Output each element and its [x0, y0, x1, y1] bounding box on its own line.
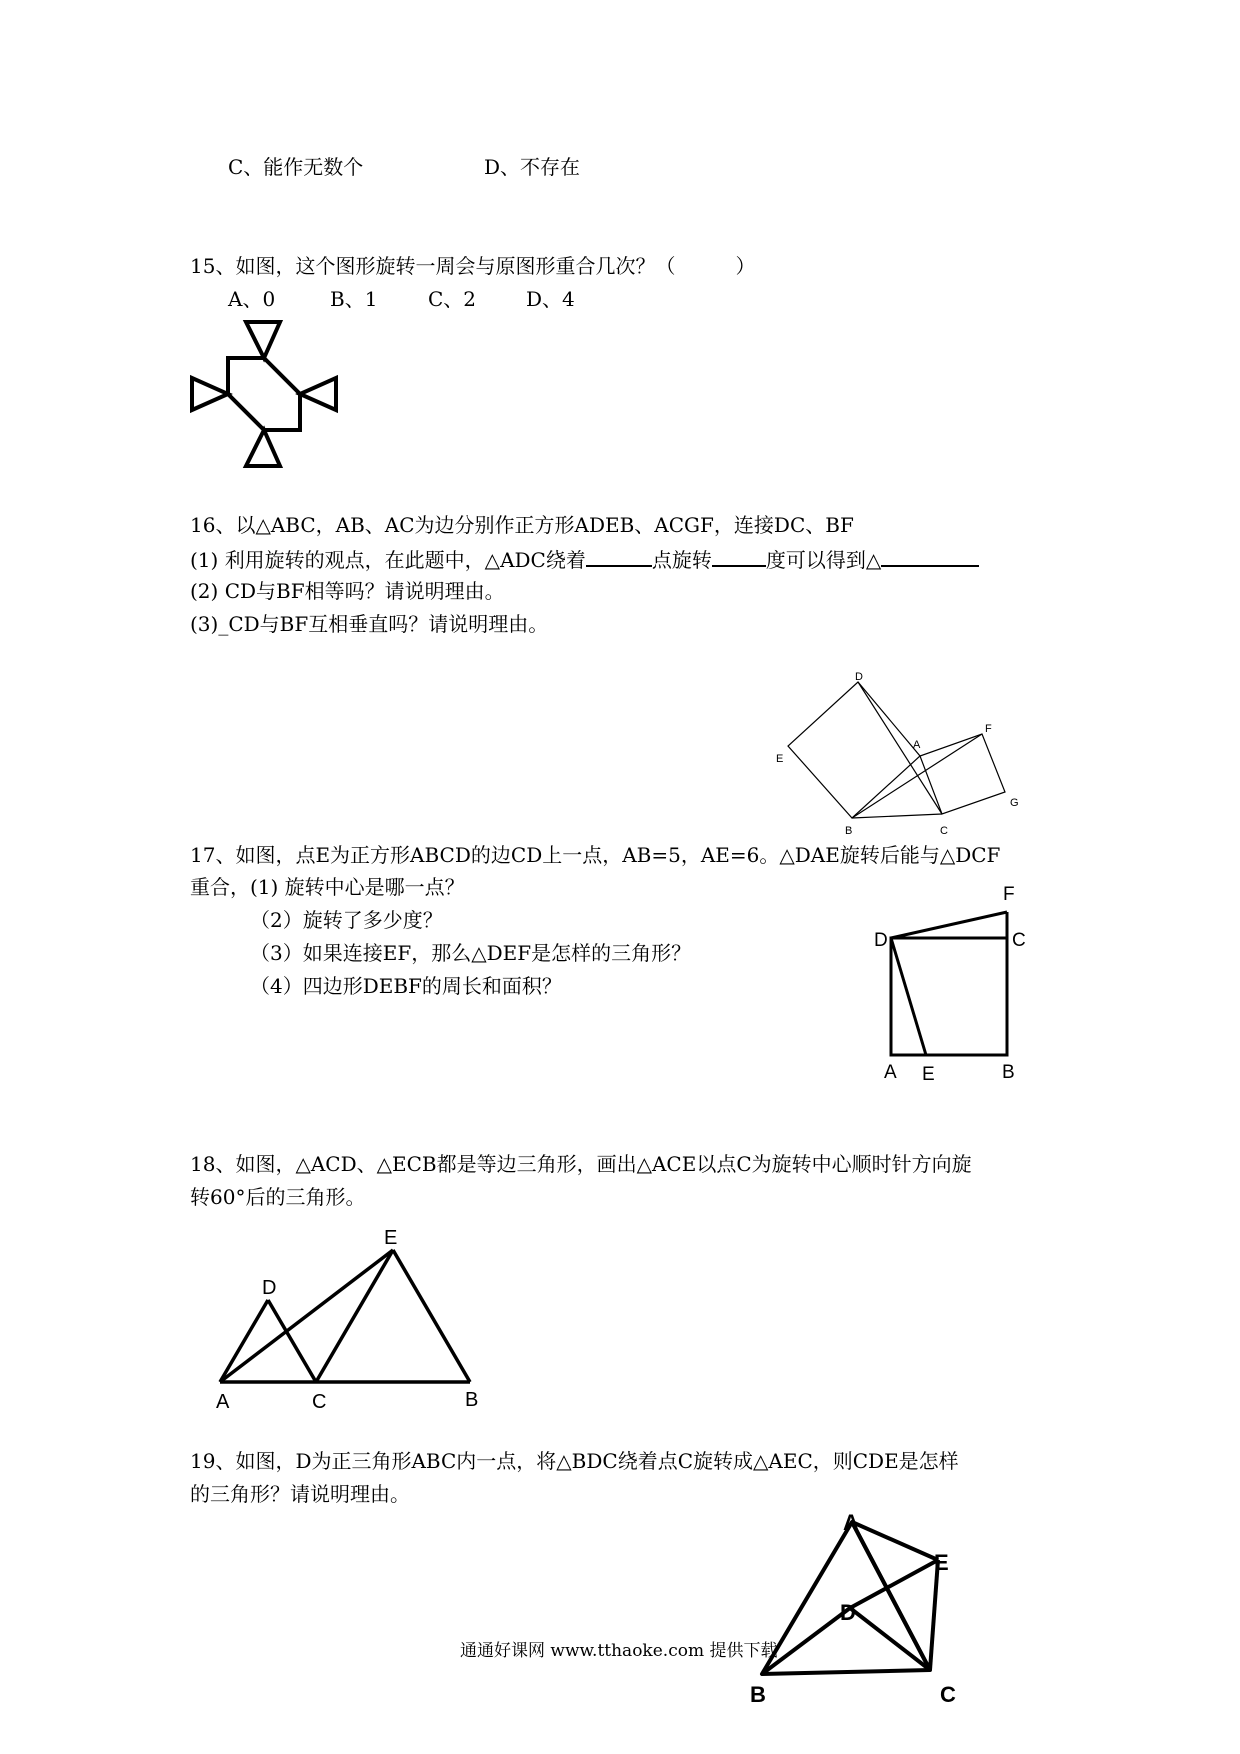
q15-option-b: B、1: [330, 287, 378, 311]
q17-label-e: E: [922, 1064, 935, 1085]
q19-segment-ae: [852, 1522, 938, 1560]
q16-sub2: (2) CD与BF相等吗？请说明理由。: [190, 579, 505, 603]
q19-label-a: A: [843, 1510, 859, 1535]
q16-sub1-text-b: 点旋转: [651, 548, 712, 572]
q19-segment-ec: [930, 1560, 938, 1670]
q17-sub3: （3）如果连接EF，那么△DEF是怎样的三角形？: [250, 941, 692, 965]
q17-label-d: D: [874, 930, 888, 951]
q16-label-f: F: [985, 723, 992, 735]
q17-label-f: F: [1003, 884, 1015, 905]
q14-option-d: D、不存在: [484, 155, 581, 179]
q15-question: 15、如图，这个图形旋转一周会与原图形重合几次？（ ）: [190, 254, 756, 278]
q19-label-d: D: [840, 1600, 856, 1625]
q17-line2: 重合，(1) 旋转中心是哪一点？: [190, 875, 465, 899]
q17-sub4: （4）四边形DEBF的周长和面积？: [250, 974, 562, 998]
q16-question: 16、以△ABC，AB、AC为边分别作正方形ADEB、ACGF，连接DC、BF: [190, 513, 854, 537]
q19-label-b: B: [750, 1682, 766, 1707]
q19-label-c: C: [940, 1682, 956, 1707]
q17-label-b: B: [1002, 1062, 1015, 1083]
q18-line1: 18、如图，△ACD、△ECB都是等边三角形，画出△ACE以点C为旋转中心顺时针方向旋: [190, 1152, 972, 1176]
q16-sub3: (3)_CD与BF互相垂直吗？请说明理由。: [190, 612, 549, 636]
q17-label-c: C: [1012, 930, 1026, 951]
q17-sub2: （2）旋转了多少度？: [250, 908, 443, 932]
q16-sub1-text-a: (1) 利用旋转的观点，在此题中，△ADC绕着: [190, 548, 586, 572]
q16-label-e: E: [776, 753, 784, 765]
q14-option-c: C、能作无数个: [228, 155, 364, 179]
q16-label-g: G: [1010, 797, 1019, 809]
q19-segment-ad-ext: [852, 1522, 930, 1670]
q17-line1: 17、如图，点E为正方形ABCD的边CD上一点，AB=5，AE=6。△DAE旋转后能与△DCF: [190, 843, 1001, 867]
q15-option-a: A、0: [228, 287, 276, 311]
q19-line1: 19、如图，D为正三角形ABC内一点，将△BDC绕着点C旋转成△AEC，则CDE是怎样: [190, 1449, 959, 1473]
q19-segment-dc: [850, 1608, 930, 1670]
q19-label-e: E: [934, 1550, 949, 1575]
q18-label-d: D: [262, 1277, 277, 1299]
q18-label-a: A: [216, 1391, 230, 1413]
q15-option-c: C、2: [428, 287, 477, 311]
q16-sub1-text-c: 度可以得到△: [765, 548, 882, 572]
q18-label-e: E: [384, 1227, 398, 1249]
q17-label-a: A: [884, 1062, 897, 1083]
q19-line2: 的三角形？请说明理由。: [190, 1482, 410, 1506]
page-footer: 通通好课网 www.tthaoke.com 提供下载: [460, 1641, 778, 1661]
q16-label-d: D: [855, 671, 863, 683]
q16-label-a: A: [913, 739, 921, 751]
q18-line2: 转60°后的三角形。: [190, 1185, 366, 1209]
q16-label-b: B: [845, 825, 853, 837]
q16-label-c: C: [940, 825, 948, 837]
q18-label-c: C: [312, 1391, 327, 1413]
q18-label-b: B: [465, 1389, 479, 1411]
q15-option-d: D、4: [526, 287, 575, 311]
